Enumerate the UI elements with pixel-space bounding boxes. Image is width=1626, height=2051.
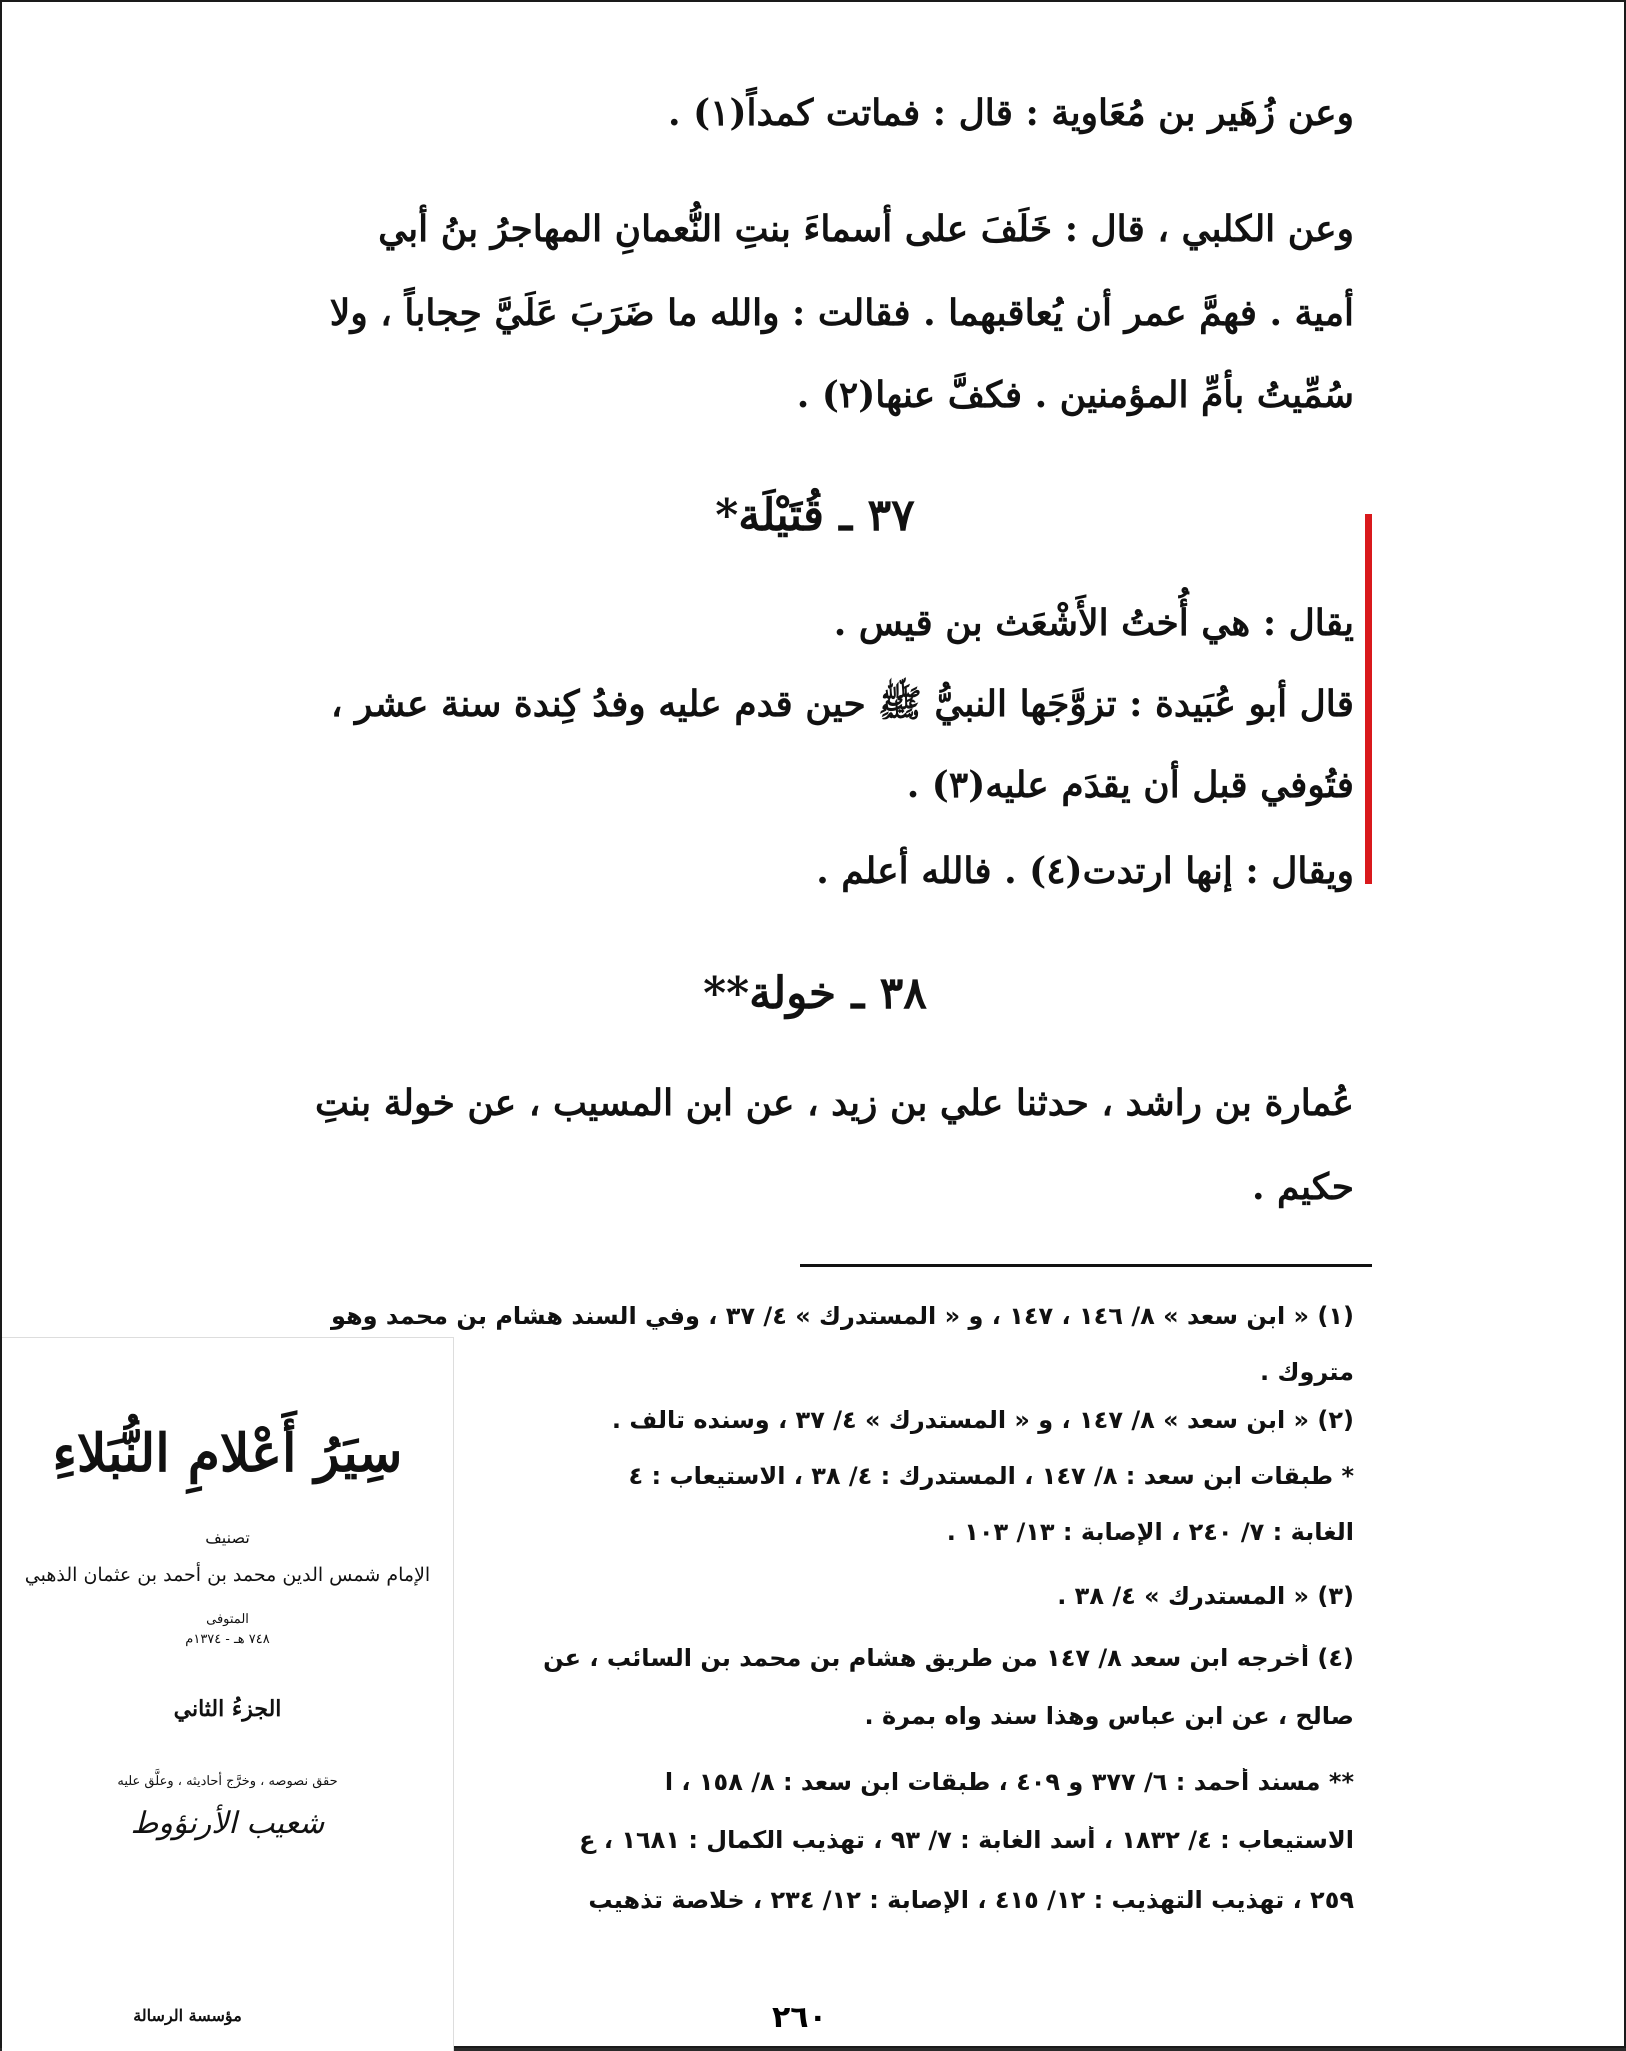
body-line: عُمارة بن راشد ، حدثنا علي بن زيد ، عن ابن المسيب ، عن خولة بنتِ (314, 1082, 1354, 1124)
footnote-separator (800, 1264, 1372, 1267)
cover-dates: ٧٤٨ هـ - ١٣٧٤م (185, 1632, 270, 1647)
section-heading-37: ٣٧ ـ قُتَيْلَة* (715, 490, 915, 541)
footnote-line: صالح ، عن ابن عباس وهذا سند واه بمرة . (864, 1702, 1354, 1730)
section-heading-38: ٣٨ ـ خولة** (703, 968, 927, 1019)
cover-title: سِيَرُ أَعْلامِ النُّبَلاءِ (52, 1423, 403, 1484)
page-number: ٢٦٠ (772, 2000, 827, 2035)
body-line: وعن الكلبي ، قال : خَلَفَ على أسماءَ بنتِ النُّعمانِ المهاجرُ بنُ أبي (378, 208, 1354, 250)
body-line: يقال : هي أُختُ الأَشْعَث بن قيس . (833, 602, 1354, 644)
footnote-line: (٤) أخرجه ابن سعد ٨/ ١٤٧ من طريق هشام بن محمد بن السائب ، عن (543, 1644, 1354, 1672)
book-cover-inset (2, 1337, 454, 2051)
red-margin-marker (1365, 514, 1372, 884)
footnote-line: ** مسند أحمد : ٦/ ٣٧٧ و ٤٠٩ ، طبقات ابن سعد : ٨/ ١٥٨ ، ا (664, 1768, 1354, 1796)
cover-editor-note: حقق نصوصه ، وخرَّج أحاديثه ، وعلَّق عليه (117, 1774, 338, 1789)
cover-author: الإمام شمس الدين محمد بن أحمد بن عثمان الذهبي (24, 1564, 431, 1586)
footnote-line: (١) « ابن سعد » ٨/ ١٤٦ ، ١٤٧ ، و « المستدرك » ٤/ ٣٧ ، وفي السند هشام بن محمد وهو (330, 1302, 1354, 1330)
body-line: فتُوفي قبل أن يقدَم عليه(٣) . (906, 764, 1354, 806)
body-line: ويقال : إنها ارتدت(٤) . فالله أعلم . (816, 850, 1354, 892)
cover-died-label: المتوفى (206, 1612, 249, 1627)
body-line: وعن زُهَير بن مُعَاوية : قال : فماتت كمداً(١) . (668, 92, 1354, 134)
footnote-line: متروك . (1260, 1358, 1354, 1386)
footnote-line: * طبقات ابن سعد : ٨/ ١٤٧ ، المستدرك : ٤/ ٣٨ ، الاستيعاب : ٤ (628, 1462, 1354, 1490)
footnote-line: الاستيعاب : ٤/ ١٨٣٢ ، أسد الغابة : ٧/ ٩٣ ، تهذيب الكمال : ١٦٨١ ، ع (579, 1826, 1354, 1854)
footnote-line: (٣) « المستدرك » ٤/ ٣٨ . (1057, 1582, 1354, 1610)
cover-editor: شعيب الأرنؤوط (130, 1806, 325, 1841)
footnote-line: الغابة : ٧/ ٢٤٠ ، الإصابة : ١٣/ ١٠٣ . (946, 1518, 1354, 1546)
body-line: قال أبو عُبَيدة : تزوَّجَها النبيُّ ﷺ حين قدم عليه وفدُ كِندة سنة عشر ، (330, 683, 1354, 725)
body-line: أمية . فهمَّ عمر أن يُعاقبهما . فقالت : والله ما ضَرَبَ عَلَيَّ حِجاباً ، ولا (329, 292, 1354, 334)
footnote-line: (٢) « ابن سعد » ٨/ ١٤٧ ، و « المستدرك » ٤/ ٣٧ ، وسنده تالف . (611, 1406, 1354, 1434)
cover-author-label: تصنيف (205, 1528, 250, 1547)
cover-volume: الجزءُ الثاني (173, 1696, 282, 1722)
body-line: سُمِّيتُ بأمِّ المؤمنين . فكفَّ عنها(٢) . (796, 374, 1354, 416)
footnote-line: ٢٥٩ ، تهذيب التهذيب : ١٢/ ٤١٥ ، الإصابة : ١٢/ ٢٣٤ ، خلاصة تذهيب (588, 1886, 1354, 1914)
body-line: حكيم . (1251, 1166, 1354, 1208)
cover-publisher: مؤسسة الرسالة (133, 2006, 242, 2025)
